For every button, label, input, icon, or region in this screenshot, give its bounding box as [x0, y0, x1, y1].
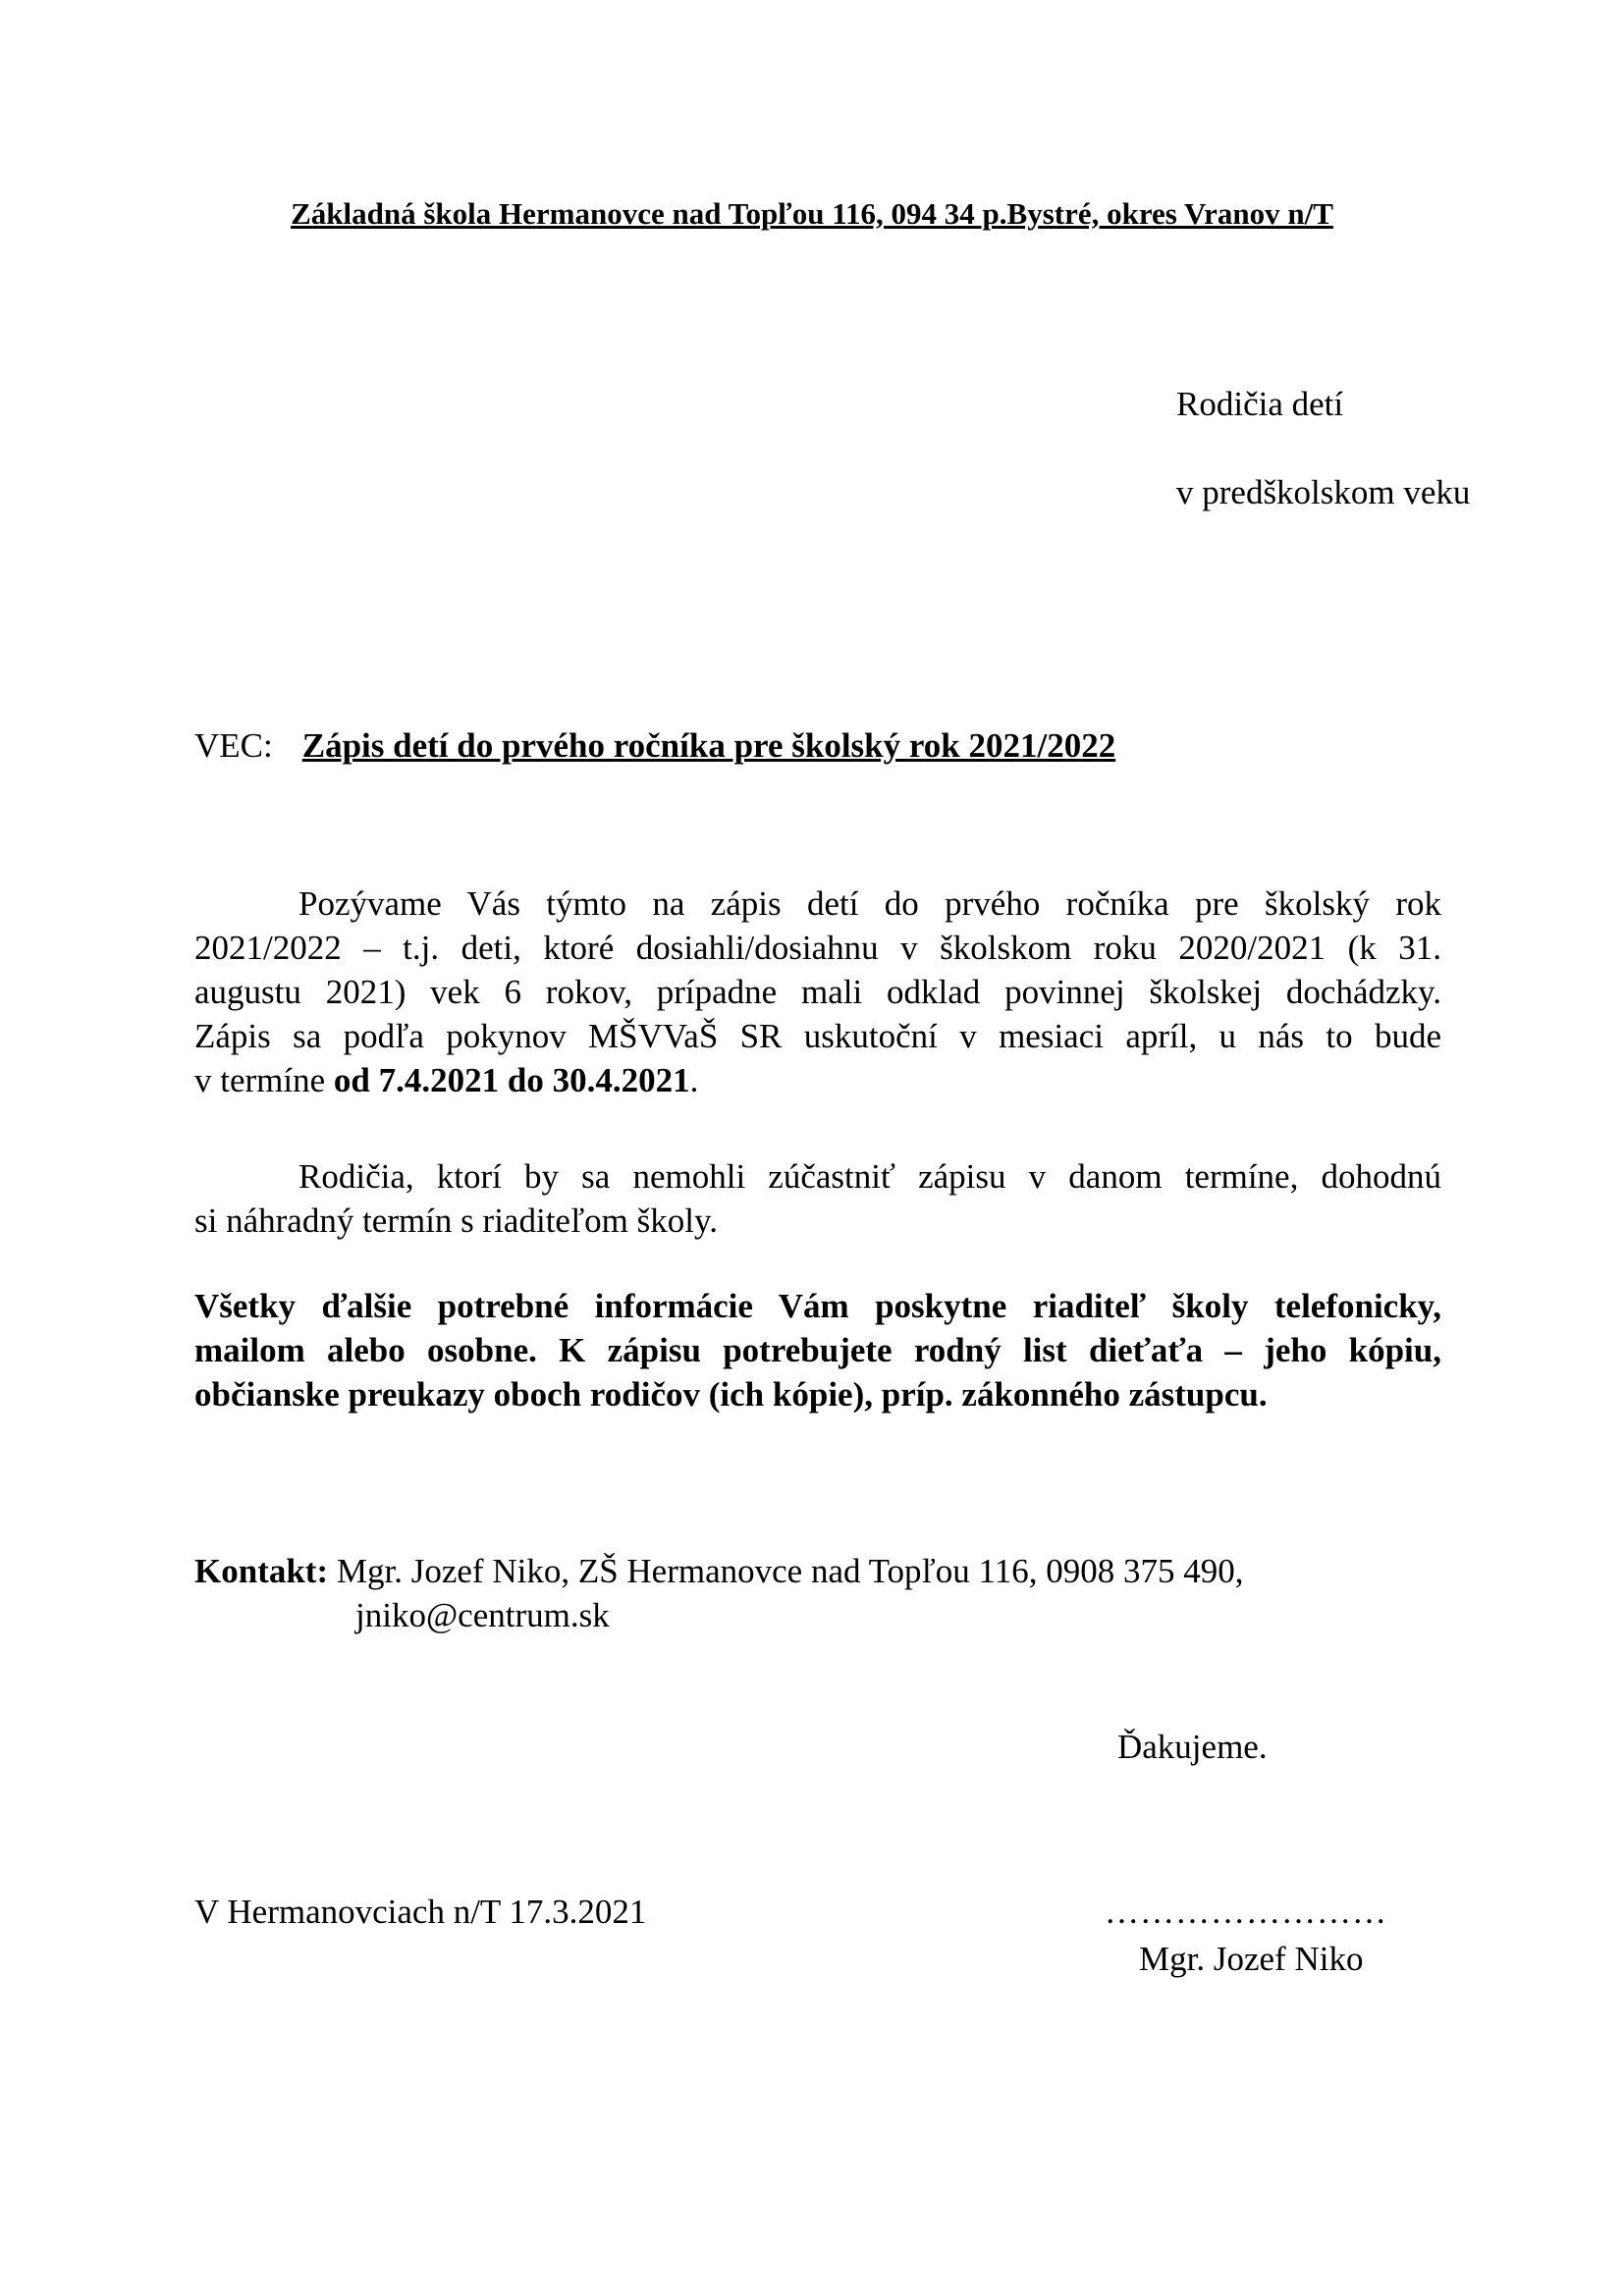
paragraph-line: občianske preukazy oboch rodičov (ich kópie), príp. zákonného zástupcu.	[194, 1375, 1268, 1414]
paragraph-line: si náhradný termín s riaditeľom školy.	[194, 1201, 718, 1240]
paragraph-requirements	[194, 1284, 1441, 1416]
paragraph-line: 2021/2022 – t.j. deti, ktoré dosiahli/dosiahnu v školskom roku 2020/2021 (k 31.	[194, 929, 1441, 967]
paragraph-line: Rodičia, ktorí by sa nemohli zúčastniť zápisu v danom termíne, dohodnú	[298, 1157, 1441, 1196]
paragraph-line: Pozývame Vás týmto na zápis detí do prvého ročníka pre školský rok	[298, 884, 1441, 923]
closing-thanks: Ďakujeme.	[1117, 1728, 1268, 1766]
recipient-line-2: v predškolskom veku	[1176, 473, 1471, 511]
term-dates: od 7.4.2021 do 30.4.2021	[333, 1061, 690, 1099]
paragraph-line: Všetky ďalšie potrebné informácie Vám poskytne riaditeľ školy telefonicky,	[194, 1287, 1441, 1325]
contact-block	[194, 1549, 1243, 1637]
paragraph-invitation	[194, 881, 1441, 1102]
paragraph-line: augustu 2021) vek 6 rokov, prípadne mali odklad povinnej školskej dochádzky.	[194, 973, 1441, 1011]
paragraph-line	[194, 1058, 1441, 1102]
subject	[194, 726, 1115, 766]
paragraph-line: mailom alebo osobne. K zápisu potrebujete rodný list dieťaťa – jeho kópiu,	[194, 1331, 1441, 1369]
place-and-date: V Hermanovciach n/T 17.3.2021	[194, 1893, 647, 1931]
signer-name: Mgr. Jozef Niko	[1139, 1940, 1364, 1978]
contact-details: Mgr. Jozef Niko, ZŠ Hermanovce nad Topľou 116, 0908 375 490,	[328, 1552, 1244, 1590]
letterhead: Základná škola Hermanovce nad Topľou 116, 094 34 p.Bystré, okres Vranov n/T	[291, 196, 1333, 231]
term-suffix: .	[689, 1061, 699, 1099]
subject-text: Zápis detí do prvého ročníka pre školský rok 2021/2022	[301, 726, 1116, 765]
term-prefix: v termíne	[194, 1061, 334, 1099]
contact-email: jniko@centrum.sk	[355, 1596, 610, 1634]
paragraph-alternative-date	[194, 1154, 1441, 1243]
signature-line: ……………………	[1105, 1893, 1387, 1931]
contact-label: Kontakt:	[194, 1552, 329, 1590]
paragraph-line: Zápis sa podľa pokynov MŠVVaŠ SR uskutoční v mesiaci apríl, u nás to bude	[194, 1017, 1441, 1055]
subject-label: VEC:	[194, 726, 273, 765]
recipient-line-1: Rodičia detí	[1176, 385, 1344, 423]
